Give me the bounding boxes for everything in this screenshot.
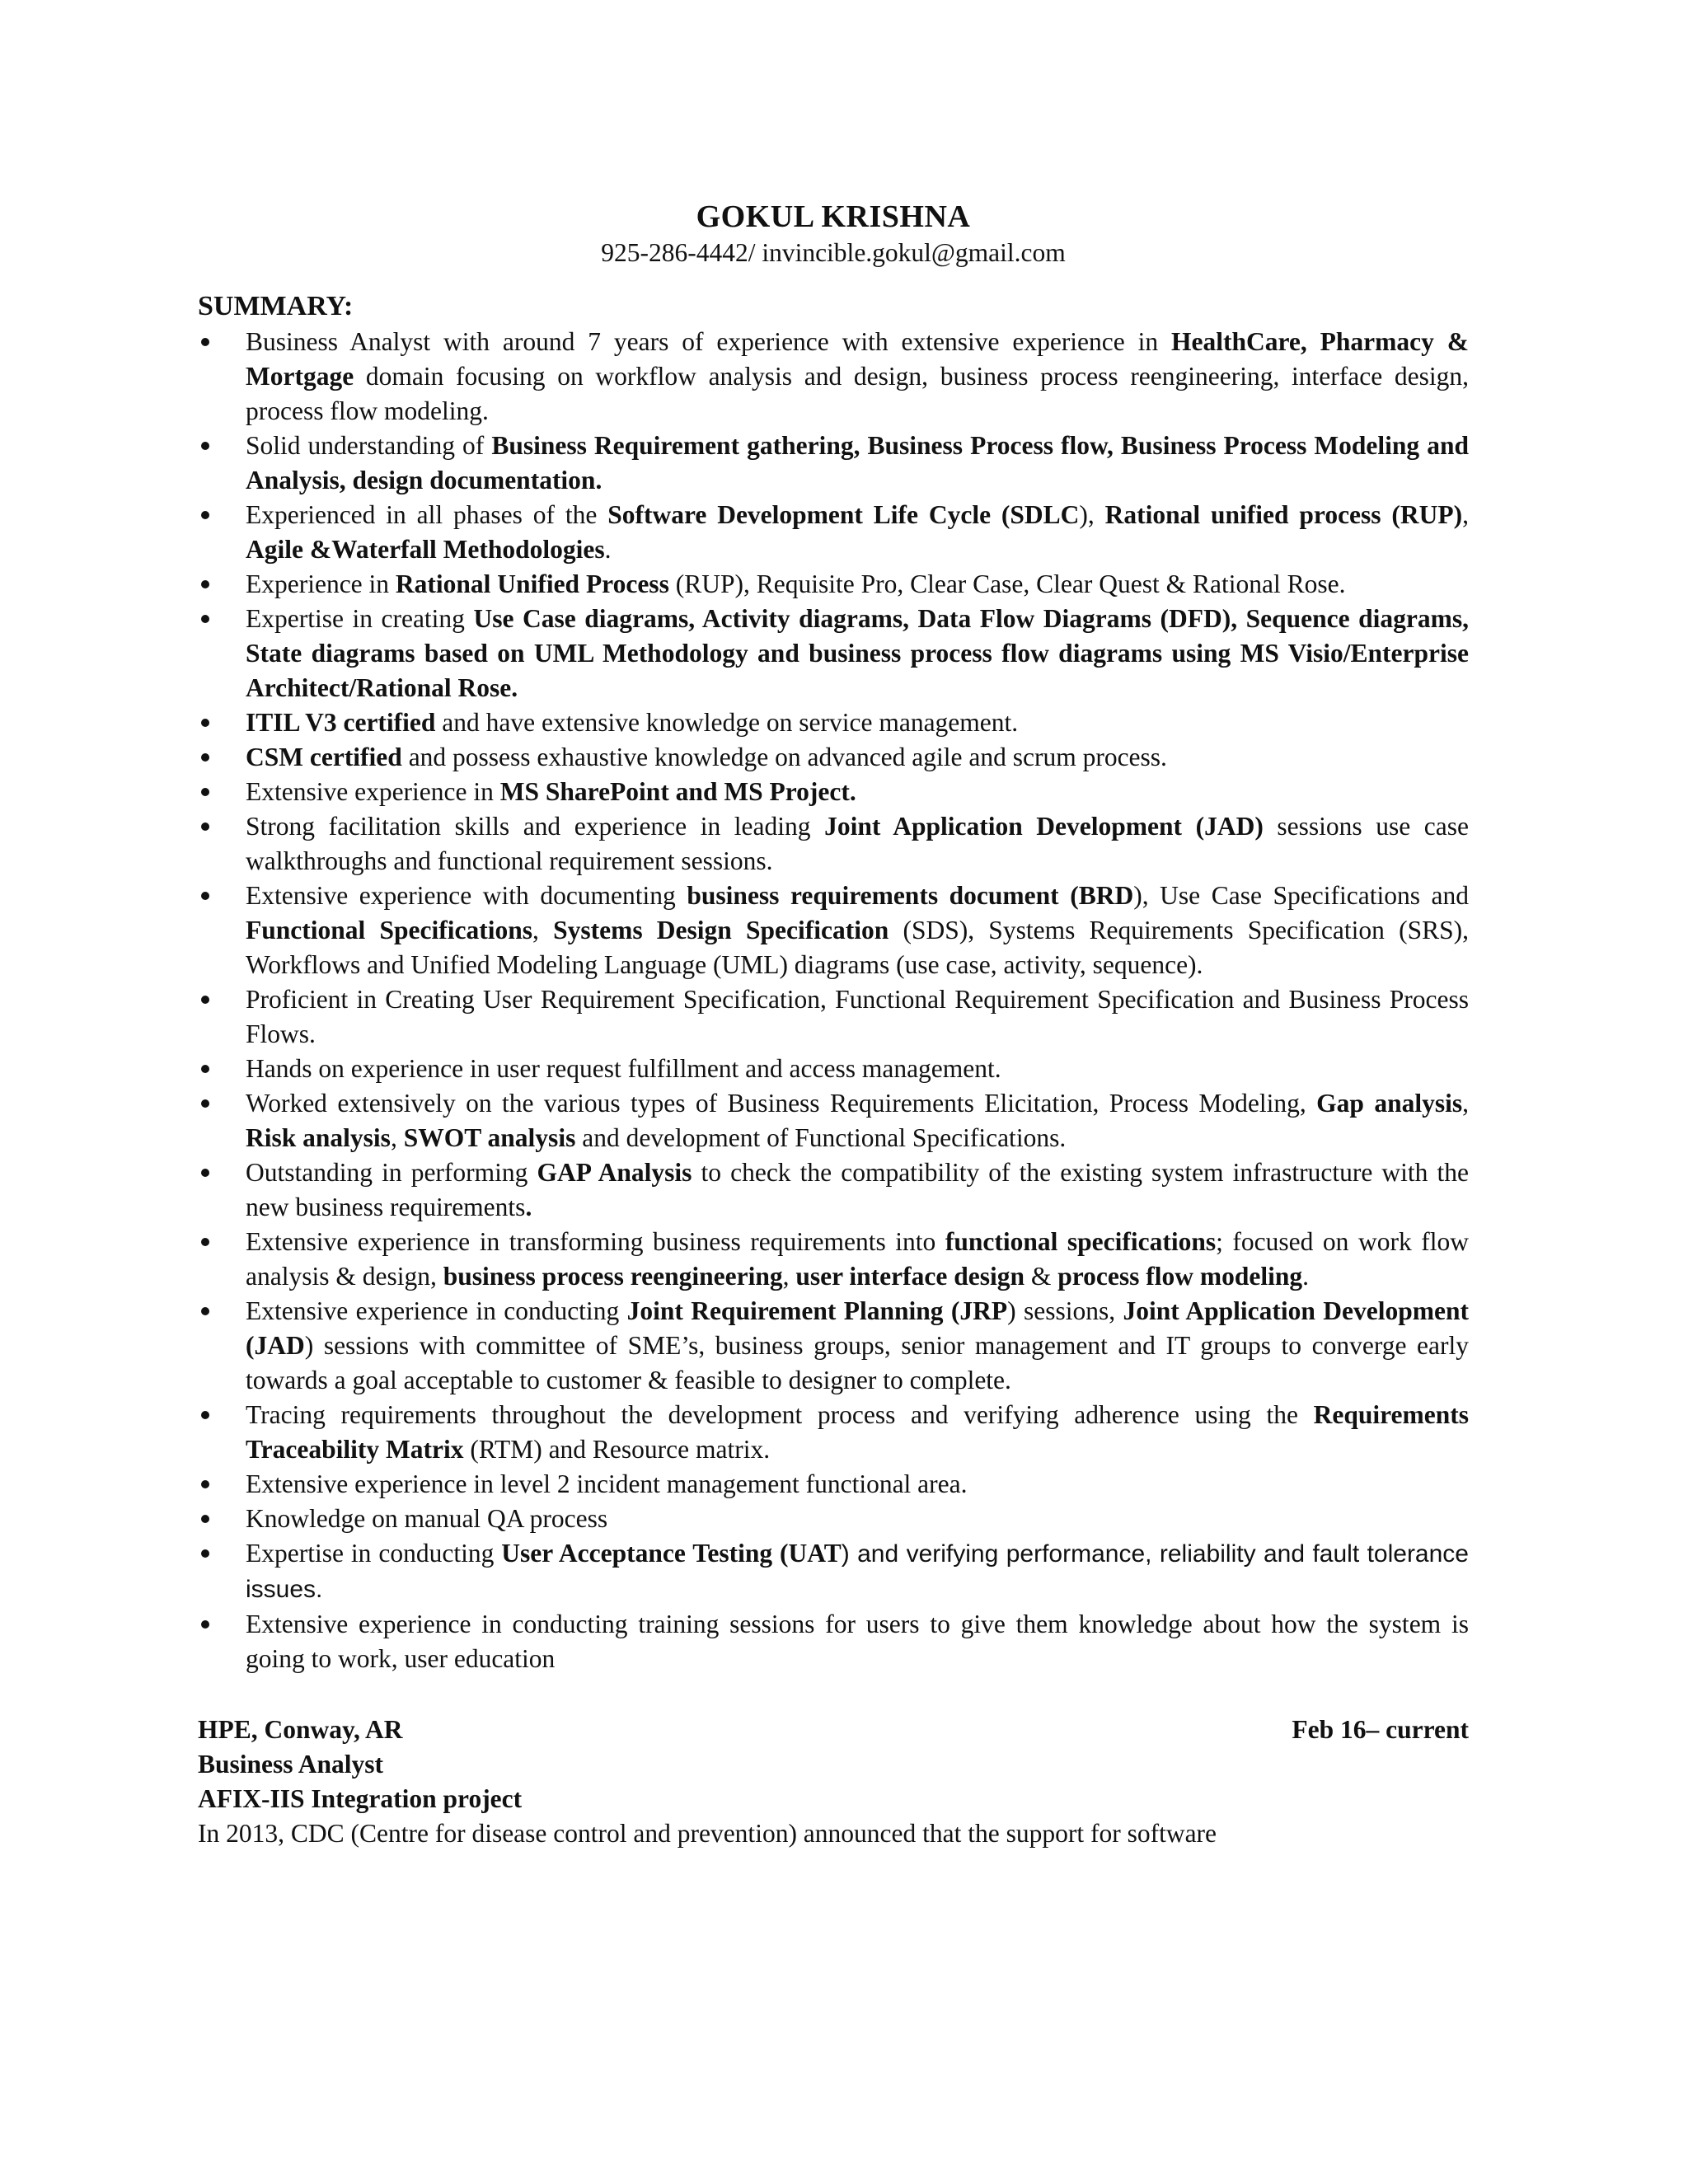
summary-bullet <box>198 1225 1469 1294</box>
bold-text: MS SharePoint and MS Project. <box>499 777 856 806</box>
summary-bullet <box>198 1607 1469 1676</box>
text: sessions use case walkthroughs and functional requirement sessions. <box>246 812 1469 875</box>
bold-text: SWOT analysis <box>403 1123 576 1152</box>
text: Outstanding in performing <box>246 1158 537 1187</box>
text: Proficient in Creating User Requirement Specification, Functional Requirement Specification and Business Process Flows. <box>246 985 1469 1048</box>
text: Solid understanding of <box>246 431 492 460</box>
job-dates: Feb 16– current <box>1292 1715 1469 1744</box>
text: , <box>390 1123 404 1152</box>
summary-bullet <box>198 602 1469 705</box>
bold-text: Business Requirement gathering, Business Process flow, Business Process Modeling and Analysis, design documentation. <box>246 431 1469 494</box>
candidate-name: GOKUL KRISHNA <box>696 199 971 234</box>
bold-text: Rational unified process (RUP) <box>1104 500 1463 529</box>
summary-bullet <box>198 1536 1469 1607</box>
text: . <box>604 535 612 564</box>
text: and have extensive knowledge on service management. <box>435 708 1019 737</box>
bold-text: Joint Requirement Planning (JRP <box>626 1296 1008 1325</box>
bold-text: Systems Design Specification <box>553 916 889 944</box>
text: Expertise in conducting <box>246 1539 502 1568</box>
contact-info: 925-286-4442/ invincible.gokul@gmail.com <box>601 238 1066 267</box>
text: and possess exhaustive knowledge on advanced agile and scrum process. <box>401 743 1167 771</box>
bold-text: Software Development Life Cycle (SDLC <box>607 500 1080 529</box>
bold-text: Use Case diagrams, Activity diagrams, Data Flow Diagrams (DFD), Sequence diagrams, State diagrams based on UML Methodology and business process flow diagrams using MS Visio/Enterprise Architect/Rational Rose. <box>246 604 1469 702</box>
text: , <box>782 1262 796 1291</box>
text: Extensive experience in <box>246 777 500 806</box>
text: Extensive experience in conducting training sessions for users to give them knowledge about how the system is going to work, user education <box>246 1610 1469 1673</box>
text: , <box>532 916 554 944</box>
bold-text: business requirements document (BRD <box>687 881 1134 910</box>
summary-bullet <box>198 429 1469 498</box>
summary-bullet <box>198 1086 1469 1155</box>
text: Tracing requirements throughout the development process and verifying adherence using the <box>246 1400 1314 1429</box>
text: ) and verifying performance, reliability and fault tolerance issues. <box>246 1540 1469 1603</box>
bold-text: User Acceptance Testing (UAT <box>501 1539 842 1568</box>
text: & <box>1024 1262 1058 1291</box>
text: , <box>1462 1089 1469 1118</box>
summary-bullet <box>198 1467 1469 1502</box>
summary-bullet <box>198 1052 1469 1086</box>
text: Knowledge on manual QA process <box>246 1504 608 1533</box>
summary-bullet <box>198 775 1469 809</box>
summary-bullet <box>198 879 1469 982</box>
bold-text: Joint Application Development (JAD <box>246 1296 1469 1360</box>
bold-text: Rational Unified Process <box>395 569 669 598</box>
text: (SDS), Systems Requirements Specification (SRS), Workflows and Unified Modeling Language (UML) diagrams (use case, activity, sequence). <box>246 916 1470 979</box>
summary-bullet <box>198 1502 1469 1536</box>
bold-text: user interface design <box>795 1262 1025 1291</box>
bold-text: GAP Analysis <box>537 1158 692 1187</box>
bold-text: Risk analysis <box>246 1123 391 1152</box>
text: and development of Functional Specifications. <box>575 1123 1067 1152</box>
bold-text: ITIL V3 certified <box>246 708 436 737</box>
project-description: In 2013, CDC (Centre for disease control and prevention) announced that the support for software <box>198 1819 1217 1848</box>
text: Experienced in all phases of the <box>246 500 608 529</box>
text: Extensive experience in level 2 incident management functional area. <box>246 1469 968 1498</box>
bold-text: Gap analysis <box>1316 1089 1463 1118</box>
bold-text: process flow modeling <box>1057 1262 1303 1291</box>
summary-bullet <box>198 982 1469 1052</box>
text: Worked extensively on the various types of Business Requirements Elicitation, Process Modeling, <box>246 1089 1317 1118</box>
summary-bullet <box>198 705 1469 740</box>
text: domain focusing on workflow analysis and design, business process reengineering, interface design, process flow modeling. <box>246 362 1469 425</box>
summary-bullet <box>198 325 1469 429</box>
company-location: HPE, Conway, AR <box>198 1715 403 1744</box>
text: Expertise in creating <box>246 604 474 633</box>
text: ), <box>1079 500 1105 529</box>
text: to check the compatibility of the existing system infrastructure with the new business requirements <box>246 1158 1469 1221</box>
job-entry <box>198 1713 1469 1851</box>
text: Extensive experience in transforming business requirements into <box>246 1227 945 1256</box>
bold-text: Joint Application Development (JAD) <box>824 812 1264 841</box>
text: Extensive experience in conducting <box>246 1296 627 1325</box>
summary-bullet <box>198 567 1469 602</box>
text: Extensive experience with documenting <box>246 881 687 910</box>
bold-text: business process reengineering <box>443 1262 783 1291</box>
bold-text: . <box>525 1193 532 1221</box>
summary-heading: SUMMARY: <box>198 291 354 321</box>
text: (RTM) and Resource matrix. <box>463 1435 771 1464</box>
text: ), Use Case Specifications and <box>1133 881 1470 910</box>
summary-list <box>198 325 1469 1676</box>
project-name: AFIX-IIS Integration project <box>198 1784 523 1813</box>
text: ) sessions with committee of SME’s, business groups, senior management and IT groups to converge early towards a goal acceptable to customer & feasible to designer to complete. <box>246 1331 1469 1394</box>
job-role: Business Analyst <box>198 1750 383 1779</box>
summary-bullet <box>198 1155 1469 1225</box>
bold-text: Functional Specifications <box>246 916 532 944</box>
text: ) sessions, <box>1007 1296 1123 1325</box>
text: Business Analyst with around 7 years of experience with extensive experience in <box>246 327 1172 356</box>
summary-bullet <box>198 1398 1469 1467</box>
bold-text: functional specifications <box>945 1227 1217 1256</box>
text: ; focused on work flow analysis & design, <box>246 1227 1469 1291</box>
text: , <box>1462 500 1469 529</box>
job-header-row <box>198 1713 1469 1747</box>
text: (RUP), Requisite Pro, Clear Case, Clear Quest & Rational Rose. <box>668 569 1346 598</box>
summary-bullet <box>198 498 1469 567</box>
text: Hands on experience in user request fulfillment and access management. <box>246 1054 1001 1083</box>
bold-text: Agile &Waterfall Methodologies <box>246 535 605 564</box>
text: Strong facilitation skills and experience in leading <box>246 812 825 841</box>
resume-page <box>198 198 1469 1851</box>
text: Experience in <box>246 569 396 598</box>
summary-bullet <box>198 1294 1469 1398</box>
summary-bullet <box>198 740 1469 775</box>
summary-bullet <box>198 809 1469 879</box>
bold-text: HealthCare, Pharmacy & Mortgage <box>246 327 1470 391</box>
text: . <box>1302 1262 1310 1291</box>
bold-text: CSM certified <box>246 743 402 771</box>
bold-text: Requirements Traceability Matrix <box>246 1400 1469 1464</box>
